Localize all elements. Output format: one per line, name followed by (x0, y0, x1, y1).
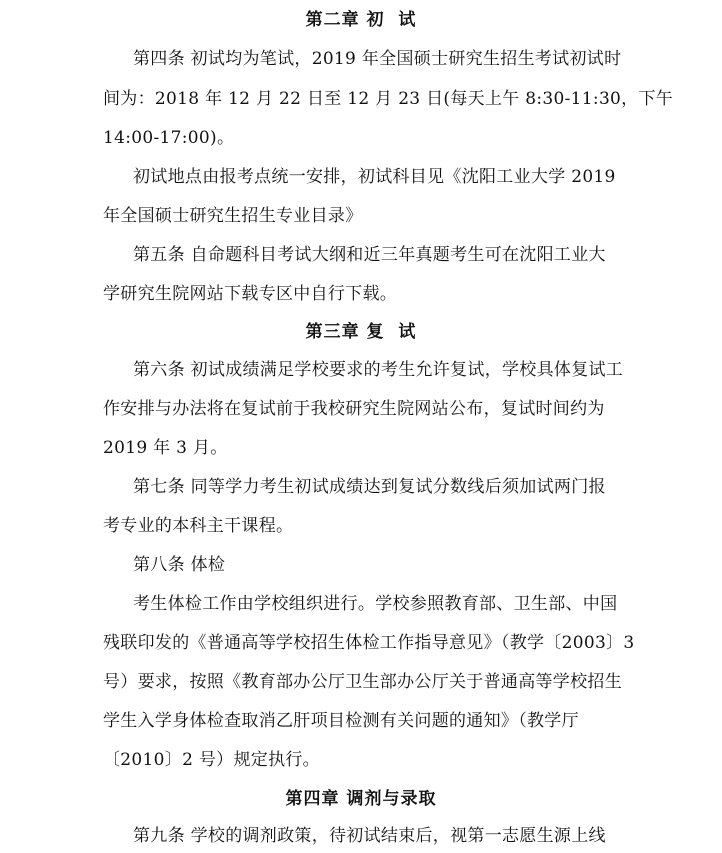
ch2-line-1: 第四条 初试均为笔试，2019 年全国硕士研究生招生考试初试时 (133, 49, 622, 69)
ch3-line-7: 考生体检工作由学校组织进行。学校参照教育部、卫生部、中国 (133, 594, 618, 614)
ch3-line-10: 学生入学身体检查取消乙肝项目检测有关问题的通知》（教学厅 (103, 711, 579, 731)
chapter-3-title: 第三章 复 试 (305, 322, 417, 342)
chapter-2-title: 第二章 初 试 (305, 10, 417, 30)
ch3-line-4: 第七条 同等学力考生初试成绩达到复试分数线后须加试两门报 (133, 477, 606, 497)
ch3-line-5: 考专业的本科主干课程。 (103, 516, 294, 536)
ch3-line-1: 第六条 初试成绩满足学校要求的考生允许复试，学校具体复试工 (133, 360, 624, 380)
ch2-line-7: 学研究生院网站下载专区中自行下载。 (103, 284, 398, 304)
ch3-line-6: 第八条 体检 (133, 555, 226, 575)
ch3-line-9: 号）要求，按照《教育部办公厅卫生部办公厅关于普通高等学校招生 (103, 672, 622, 692)
ch2-line-6: 第五条 自命题科目考试大纲和近三年真题考生可在沈阳工业大 (133, 245, 606, 265)
ch2-line-4: 初试地点由报考点统一安排，初试科目见《沈阳工业大学 2019 (133, 167, 616, 187)
ch3-line-3: 2019 年 3 月。 (103, 438, 228, 458)
chapter-4-title: 第四章 调剂与录取 (285, 789, 437, 809)
ch2-line-3: 14:00-17:00)。 (103, 128, 235, 148)
ch3-line-11: 〔2010〕2 号）规定执行。 (103, 750, 320, 770)
ch3-line-2: 作安排与办法将在复试前于我校研究生院网站公布，复试时间约为 (103, 399, 605, 419)
ch3-line-8: 残联印发的《普通高等学校招生体检工作指导意见》（教学〔2003〕3 (103, 633, 635, 653)
ch2-line-5: 年全国硕士研究生招生专业目录》 (103, 206, 363, 226)
ch4-line-1: 第九条 学校的调剂政策，待初试结束后，视第一志愿生源上线 (133, 826, 606, 846)
ch2-line-2: 间为：2018 年 12 月 22 日至 12 月 23 日(每天上午 8:30-11:30，下午 (103, 89, 674, 109)
